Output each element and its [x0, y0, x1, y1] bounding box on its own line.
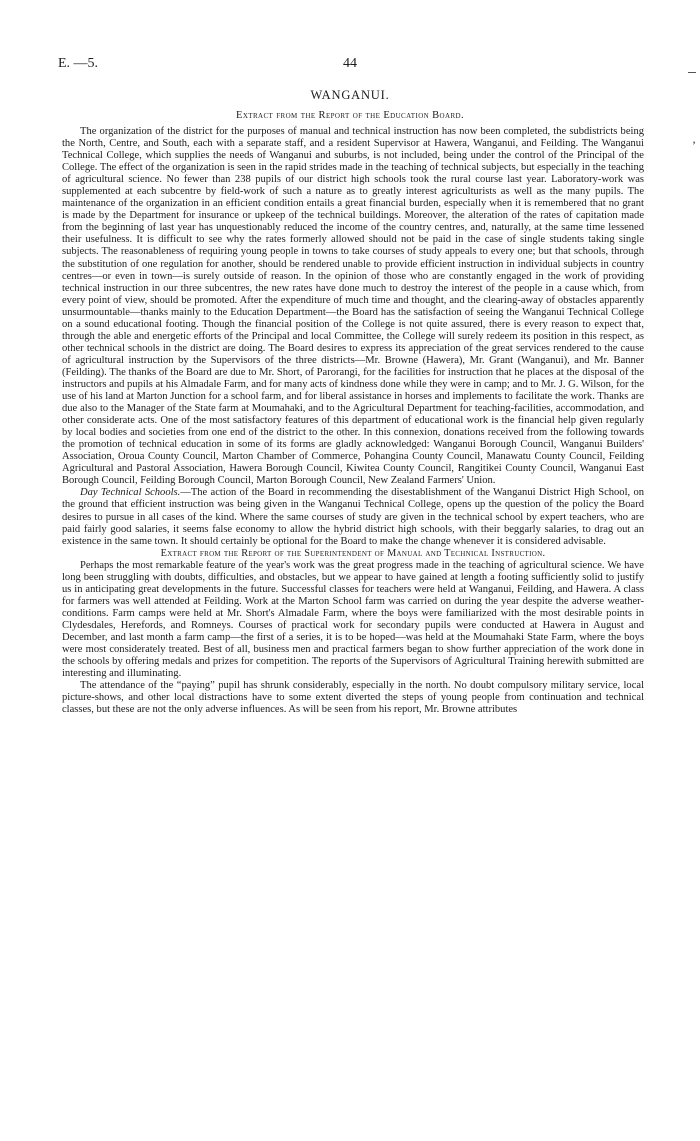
document-reference: E. —5.: [58, 56, 99, 71]
paragraph-lead: Day Technical Schools.: [80, 487, 181, 499]
paragraph: The attendance of the “paying” pupil has shrunk considerably, especially in the north. No doubt compulsory military service, local picture-shows, and other local distractions have to some extent diverted the steps of young people from continuation and technical classes, but these are not the only adverse influences. As will be seen from his report, Mr. Browne attributes: [62, 680, 644, 716]
paragraph: Perhaps the most remarkable feature of the year's work was the great progress made in the teaching of agricultural science. We have long been struggling with doubts, difficulties, and obstacles, but we appear to have gained at length a footing sufficiently solid to justify us in anticipating great developments in the future. Successful classes for teachers were held at Wanganui, Feilding, and Hawera. A class for farmers was well attended at Feilding. Work at the Marton School farm was carried on during the year despite the adverse weather-conditions. Farm camps were held at Mr. Short's Almadale Farm, where the boys were familiarized with the most desirable points in Clydesdales, Herefords, and Romneys. Courses of practical work for secondary pupils were conducted at Hawera in August and December, and last month a farm camp—the first of a series, it is to be hoped—was held at the Moumahaki State Farm, where the boys were most considerately treated. Best of all, business men and practical farmers began to show further appreciation of the work done in the schools by offering medals and prizes for competition. The reports of the Supervisors of Agricultural Training herewith submitted are interesting and illuminating.: [62, 559, 644, 680]
section-title: WANGANUI.: [310, 88, 390, 102]
page-number: 44: [343, 56, 357, 71]
section-subtitle: Extract from the Report of the Education Board.: [236, 110, 464, 121]
margin-tick-mark: ’: [692, 138, 696, 152]
paragraph-day-schools: [62, 487, 644, 547]
paragraph: The organization of the district for the purposes of manual and technical instruction has now been completed, the subdistricts being the North, Centre, and South, each with a separate staff, and a resident Supervisor at Hawera, Wanganui, and Feilding. The Wanganui Technical College, which supplies the needs of Wanganui and suburbs, is not included, being under the control of the Principal of the College. The effect of the organization is seen in the rapid strides made in the teaching of technical subjects, but especially in the teaching of agricultural science. No fewer than 238 pupils of our district high schools took the rural course last year. Laboratory-work was supplemented at each subcentre by field-work of such a nature as to greatly interest agriculturists as well as the many pupils. The maintenance of the organization in an efficient condition entails a great financial burden, especially when it is remembered that no grant is made by the Department for insurance or upkeep of the technical buildings. Moreover, the alteration of the rates of capitation made from the beginning of last year has unquestionably reduced the income of the country centres, and, naturally, at the same time lessened their usefulness. It is difficult to see why the rates formerly allowed should not be paid in the case of single students taking single subjects. The reasonableness of requiring young people in towns to take courses of study appeals to every one; but that schools, through the substitution of one regulation for another, should be rendered unable to provide efficient instruction in individual subjects in country centres—or even in town—is surely outside of reason. In the opinion of those who are constantly engaged in the work of providing technical instruction in our three subcentres, the new rates have done much to destroy the interest of the people in a cause which, from every point of view, should be promoted. After the expenditure of much time and thought, and the clearing-away of obstacles apparently unsurmountable—thanks mainly to the Education Department—the Board has the satisfaction of seeing the Wanganui Technical College on a sound educational footing. Though the financial position of the College is not quite assured, there is every reason to expect that, through the able and energetic efforts of the Principal and local Committee, the College will surely redeem its position in this respect, as other technical schools in the district are doing. The Board desires to express its appreciation of the great services rendered to the cause of agricultural instruction by the Supervisors of the three districts—Mr. Browne (Hawera), Mr. Grant (Wanganui), and Mr. Banner (Feilding). The thanks of the Board are due to Mr. Short, of Parorangi, for the facilities for instruction that he places at the disposal of the instructors and pupils at his Almadale Farm, and for many acts of kindness done while they were in camp; and to Mr. J. G. Wilson, for the use of his land at Marton Junction for a school farm, and for liberal assistance in horses and implements to facilitate the work. Thanks are due also to the Manager of the State farm at Moumahaki, and to the Agricultural Department for teaching-facilities, accommodation, and other considerate acts. One of the most satisfactory features of this department of educational work is the financial help given regularly by local bodies and societies from one end of the district to the other. In this connexion, donations received from the following towards the promotion of technical education in some of its forms are gladly acknowledged: Wanganui Borough Council, Wanganui Builders' Association, Oroua County Council, Marton Chamber of Commerce, Pohangina County Council, Manawatu County Council, Feilding Agricultural and Pastoral Association, Hawera Borough Council, Kiwitea County Council, Rangitikei County Council, Wanganui East Borough Council, Feilding Borough Council, Marton Borough Council, New Zealand Farmers' Union.: [62, 126, 644, 487]
body-text: [62, 126, 644, 716]
section-heading: Extract from the Report of the Superintendent of Manual and Technical Instruction.: [160, 547, 546, 559]
paragraph-text: —The action of the Board in recommending the disestablishment of the Wanganui District High School, on the ground that efficient instruction was being given in the Wanganui Technical College, opens up the question of the policy the Board desires to pursue in all cases of the kind. Where the same courses of study are given in the technical school by expert teachers, who are paid fairly good salaries, it seems false economy to allow the hybrid district high schools, with their beggarly salaries, to drag out an existence in the same town. It should certainly be optional for the Board to make the change whenever it is considered advisable.: [62, 487, 644, 547]
margin-dash-mark: [688, 72, 696, 73]
